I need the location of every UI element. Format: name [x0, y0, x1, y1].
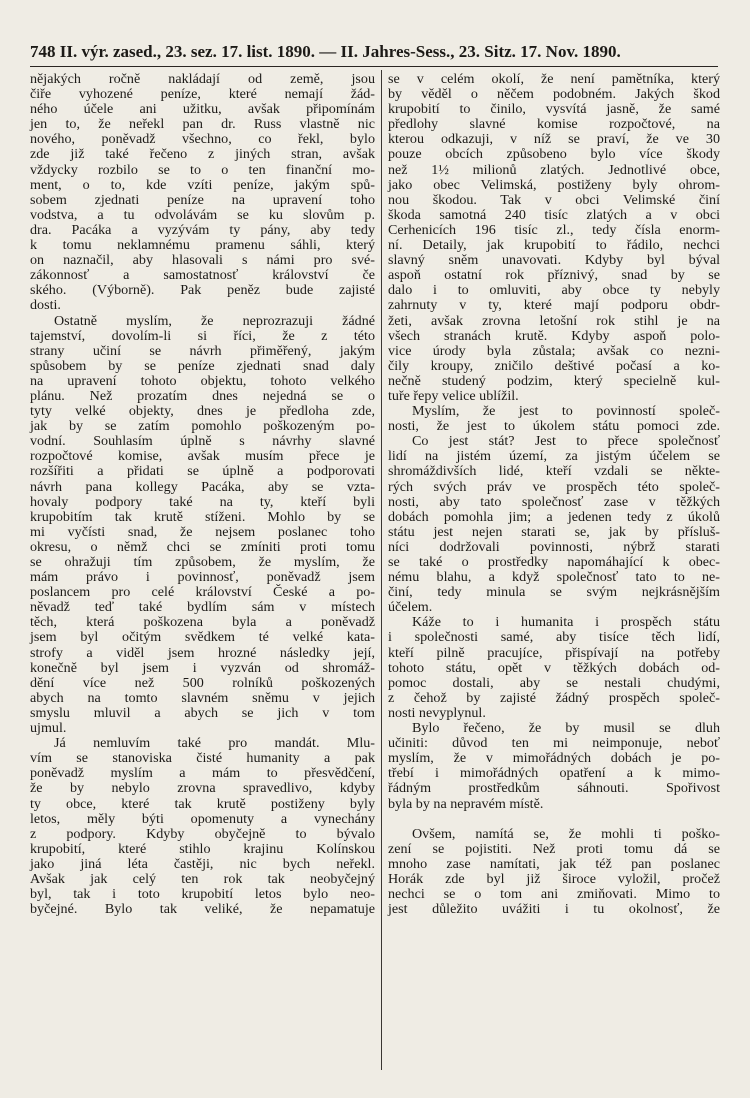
text-line: dosti.	[30, 297, 61, 314]
text-line: slavný sněm unavovati. Kdyby byl býval	[388, 252, 720, 269]
text-line: vodní. Souhlasím úplně s návrhy slavné	[30, 433, 375, 450]
text-line: pomoc dostali, aby se nestali chudými,	[388, 674, 720, 691]
text-line: mnoho zase namítati, jak též pan poslanec	[388, 855, 720, 872]
text-line: pouze obcích způsobeno bylo více škody	[388, 146, 720, 163]
text-line: poslancem pro celé království České a po-	[30, 584, 375, 601]
text-line: z podpory. Kdyby obyčejně to bývalo	[30, 825, 375, 842]
text-line: žeti, avšak zrovna letošní rok stihl je na	[388, 312, 720, 329]
text-line: abych na tomto slavném sněmu v jejich	[30, 689, 375, 706]
text-line: na upravení tohoto objektu, tohoto velkého	[30, 372, 375, 389]
text-line: on naznačil, aby hlasovali s námi pro své-	[30, 252, 375, 269]
text-line: hovaly podpory také na ty, kteří byli	[30, 493, 375, 510]
text-line: nosti, aby tato společnosť zase v těžkých	[388, 493, 720, 510]
text-line: čily kroupy, zničilo deštivé počasí a ko-	[388, 357, 720, 374]
text-line: strany učiní se návrh přiměřený, jakým	[30, 342, 375, 359]
text-line: zde již také řečeno z jiných stran, avšak	[30, 146, 375, 163]
text-line: byl, tak i toto krupobití letos bylo neo-	[30, 886, 375, 903]
text-line: těch, která poškozena byla a poněvadž	[30, 614, 375, 631]
text-line: Horák zde byl již široce vyložil, pročež	[388, 870, 720, 887]
text-line: se ohražuji tím způsobem, že myslím, že	[30, 554, 375, 570]
text-line: učiniti: důvod ten mi neimponuje, neboť	[388, 735, 720, 752]
text-line: zení se pojistiti. Než proti tomu dá se	[388, 840, 720, 857]
text-line: krupobití to činilo, vysvítá jasně, že samé	[388, 101, 720, 118]
text-line: konečně byl jsem i vyzván od shromáž-	[30, 659, 375, 676]
text-line: než 1½ milionů zlatých. Jednotlivé obce,	[388, 161, 720, 178]
text-line: řádným prostředkům sáhnouti. Spořivost	[388, 780, 720, 797]
text-line: vodstva, a tu odvolávám se ku slovům p.	[30, 206, 375, 223]
text-line: tohoto státu, opět v těžkých dobách od-	[388, 659, 720, 676]
text-line: ného účele ani užitku, avšak připomínám	[30, 101, 375, 118]
text-line: čiře vyhozené peníze, které nemají žád-	[30, 86, 375, 103]
text-line: myslím, že v mimořádných dobách je po-	[388, 750, 720, 767]
text-line: se v celém okolí, že není pamětníka, který	[388, 71, 720, 87]
text-line: zahrnuty v ty, které mají podporu obdr-	[388, 297, 720, 314]
text-line: účelem.	[388, 599, 433, 616]
text-line: Ostatně myslím, že neprozrazuji žádné	[54, 312, 375, 329]
text-line: že by nebylo zrovna spravedlivo, kdyby	[30, 780, 375, 797]
text-line: mám právo i povinnosť, poněvadž jsem	[30, 569, 375, 586]
text-line: nou škodou. Tak v obci Velimské činí	[388, 191, 720, 208]
text-line: tyty velké objekty, dnes je předloha zde,	[30, 403, 375, 420]
text-line: ského. (Výborně). Pak peněz bude zajisté	[30, 282, 375, 299]
text-line: vím se stanoviska čisté humanity a pak	[30, 750, 375, 767]
text-line: předlohy slavné komise rozpočtové, na	[388, 116, 720, 133]
page-header: 748 II. výr. zased., 23. sez. 17. list. 1890. — II. Jahres-Sess., 23. Sitz. 17. Nov. 1890.	[30, 42, 621, 61]
text-line: rých svých práv ve prospěch této společ-	[388, 478, 720, 495]
text-line: nečně studený podzim, který specielně kul-	[388, 372, 720, 389]
text-line: krupobití, které stihlo krajinu Kolínskou	[30, 840, 375, 857]
text-line: níci dodržovali povinnosti, nýbrž starati	[388, 538, 720, 555]
text-line: ní. Detaily, jak krupobití to řádilo, nechci	[388, 237, 720, 254]
column-divider	[381, 70, 382, 1070]
left-column	[30, 72, 375, 917]
text-line: k tomu neklamnému pramenu sáhli, který	[30, 237, 375, 254]
text-line: smyslu mluvil a abych se jich v tom	[30, 704, 375, 721]
text-line: dra. Pacáka a vyzývám ty pány, aby tedy	[30, 221, 375, 238]
text-line: ty obce, které tak krutě postiženy byly	[30, 795, 375, 812]
text-line: jen to, že neřekl pan dr. Russ vlastně nic	[30, 116, 375, 133]
text-line: jako jiná léta častěji, nic bych neřekl.	[30, 855, 375, 872]
text-line: dobách pomohla jim; a jedenen tedy z úkolů	[388, 508, 720, 525]
text-line: Ovšem, namítá se, že mohli ti poško-	[412, 825, 720, 842]
text-line: nému blahu, a když společnosť tato to ne-	[388, 569, 720, 586]
text-line: spůsobem by se peníze zjednati snad daly	[30, 357, 375, 374]
text-line: krupobitím tak krutě stíženi. Mohlo by se	[30, 508, 375, 525]
text-line: jako obec Velimská, postiženy byly ohrom-	[388, 176, 720, 193]
text-line: lidí na jistém území, za jistým účelem se	[388, 448, 720, 465]
text-line: dalo i to omluviti, aby obce ty nebyly	[388, 282, 720, 299]
text-line	[388, 812, 720, 827]
text-line: ujmul.	[30, 720, 67, 737]
text-line: třebí i mimořádných opatření a k mimo-	[388, 765, 720, 782]
text-line: dění více než 500 rolníků poškozených	[30, 674, 375, 691]
text-line: poněvadž myslím a mám to přesvědčení,	[30, 765, 375, 782]
text-line: letos, měly býti opomenuty a vynechány	[30, 810, 375, 827]
text-line: něvadž teď také bydlím sám v místech	[30, 599, 375, 616]
text-line: kteří pilně pracujíce, přispívají na potřeby	[388, 644, 720, 661]
text-line: škoda samotná 240 tisíc zlatých a v obci	[388, 206, 720, 223]
text-line: strofy a viděl jsem hrozné následky její,	[30, 644, 375, 661]
text-line: nechci se o tom ani zmiňovati. Mimo to	[388, 886, 720, 903]
text-line: plánu. Než prozatím dnes nejedná se o	[30, 387, 375, 404]
text-line: Cerhenicích 196 tisíc zl., tedy čísla enorm-	[388, 221, 720, 238]
text-line: Bylo řečeno, že by musil se dluh	[412, 720, 720, 737]
text-line: se také o prostředky napomáhající k obec-	[388, 554, 720, 570]
text-line: z čehož by zajisté žádný prospěch společ-	[388, 689, 720, 706]
text-line: rozpočtové komise, avšak musím přece je	[30, 448, 375, 465]
text-line: státu jest nejen starati se, jak by přísluš-	[388, 523, 720, 540]
text-line: ment, o to, kde vzíti peníze, jakým spů-	[30, 176, 375, 193]
text-line: činí, tedy minula se svým nejkrásnějším	[388, 584, 720, 601]
text-line: jak by se zatím pomohlo poškozeným po-	[30, 418, 375, 435]
text-line: Avšak jak celý ten rok tak neobyčejný	[30, 870, 375, 887]
text-line: Myslím, že jest to povinností společ-	[412, 403, 720, 420]
text-line: sobem zjednati peníze na upravení toho	[30, 191, 375, 208]
text-line: mi vyčísti snad, že nejsem poslanec toho	[30, 523, 375, 540]
text-line: tuře řepy velice ublížil.	[388, 387, 519, 404]
text-line: jest důležito uvážiti i tu okolnosť, že	[388, 901, 720, 918]
text-line: tajemství, dovolím-li si říci, že z této	[30, 327, 375, 344]
text-line: nosti, že jest to úkolem státu pomoci zde.	[388, 418, 720, 435]
text-line: vice úrody byla zůstala; avšak co nezni-	[388, 342, 720, 359]
text-line: Já nemluvím také pro mandát. Mlu-	[54, 735, 375, 752]
text-line: vždycky rozbilo se to o ten finanční mo-	[30, 161, 375, 178]
text-line: zákonnosť a samostatnosť království če	[30, 267, 375, 284]
text-line: návrh pana kollegy Pacáka, aby se vzta-	[30, 478, 375, 495]
text-line: nového, poněvadž všechno, co řekl, bylo	[30, 131, 375, 148]
text-line: by věděl o něčem podobném. Jakých škod	[388, 86, 720, 103]
text-line: kterou odkazuji, v níž se praví, že ve 30	[388, 131, 720, 148]
text-line: Káže to i humanita i prospěch státu	[412, 614, 720, 631]
text-line: byčejné. Bylo tak veliké, že nepamatuje	[30, 901, 375, 918]
text-line: aspoň ostatní rok příznivý, snad by se	[388, 267, 720, 284]
header-rule	[30, 66, 718, 67]
text-line: všech stranách krutě. Kdyby aspoň polo-	[388, 327, 720, 344]
text-line: shromáždivších lidé, kteří vzdali se někte-	[388, 463, 720, 480]
right-column	[388, 72, 720, 917]
text-line: nějakých ročně nakládají od země, jsou	[30, 71, 375, 87]
text-line: jsem byl očitým svědkem té velké kata-	[30, 629, 375, 646]
text-line: nosti nevyplynul.	[388, 704, 486, 721]
text-line: byla by na nepravém místě.	[388, 795, 544, 812]
text-line: Co jest stát? Jest to přece společnosť	[412, 433, 720, 450]
text-line: rozšířiti a přidati se úplně a podporovati	[30, 463, 375, 480]
text-line: i společnosti samé, aby tisíce těch lidí,	[388, 629, 720, 646]
text-line: okresu, o němž chci se zmíniti proti tomu	[30, 538, 375, 555]
